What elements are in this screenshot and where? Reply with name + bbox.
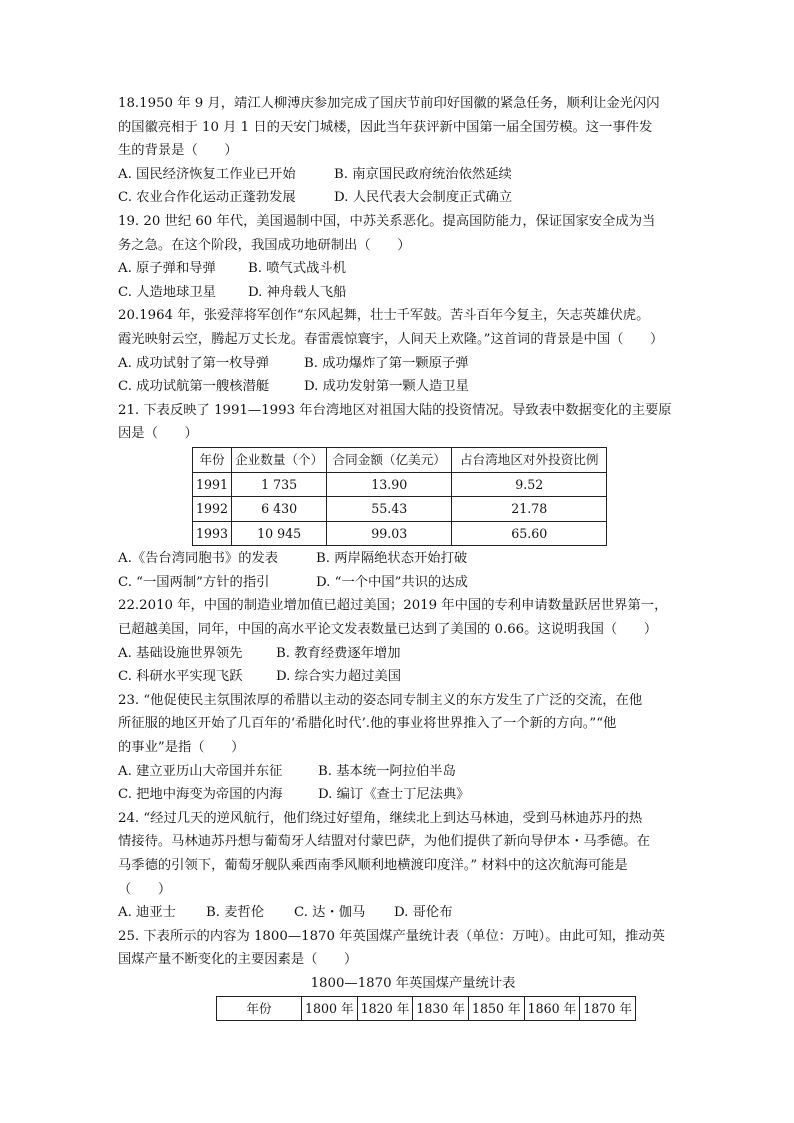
q24-options-row <box>118 901 678 925</box>
table-cell: 10 945 <box>232 521 327 546</box>
q22-options-row1 <box>118 642 678 666</box>
q19-option-c[interactable]: C. 人造地球卫星 <box>118 284 216 300</box>
table-header-row <box>193 447 607 472</box>
table-cell: 65.60 <box>452 521 607 546</box>
q20-option-a[interactable]: A. 成功试射了第一枚导弹 <box>118 355 270 371</box>
q18-stem-line1: 18.1950 年 9 月，靖江人柳溥庆参加完成了国庆节前印好国徽的紧急任务，顺利让金光闪闪 <box>118 96 660 111</box>
q18-option-c[interactable]: C. 农业合作化运动正蓬勃发展 <box>118 190 296 206</box>
q19-stem-line1: 19. 20 世纪 60 年代，美国遏制中国，中苏关系恶化。提高国防能力，保证国家安全成为当 <box>118 213 656 229</box>
q24-stem-line3: 马季德的引领下，葡萄牙舰队乘西南季风顺利地横渡印度洋。” 材料中的这次航海可能是 <box>118 858 628 873</box>
table-cell: 99.03 <box>327 521 452 546</box>
q23-stem-line1: 23. “他促使民主氛围浓厚的希腊以主动的姿态同专制主义的东方发生了广泛的交流，在他 <box>118 692 643 708</box>
q20-option-d[interactable]: D. 成功发射第一颗人造卫星 <box>304 379 469 395</box>
table-cell: 9.52 <box>452 472 607 497</box>
q20-option-b[interactable]: B. 成功爆炸了第一颗原子弹 <box>304 355 469 371</box>
table-row <box>193 472 607 497</box>
q23-option-d[interactable]: D. 编订《查士丁尼法典》 <box>318 787 470 803</box>
q24-option-d[interactable]: D. 哥伦布 <box>394 905 453 921</box>
q20-options-row2 <box>118 375 678 399</box>
coal-output-table <box>216 996 636 1022</box>
table-header-cell: 年份 <box>193 447 232 472</box>
coal-table-caption: 1800—1870 年英国煤产量统计表 <box>310 975 516 991</box>
q22-option-a[interactable]: A. 基础设施世界领先 <box>118 645 243 661</box>
exam-page <box>118 92 678 1021</box>
table-header-cell: 占台湾地区对外投资比例 <box>452 447 607 472</box>
q23-option-b[interactable]: B. 基本统一阿拉伯半岛 <box>318 763 456 779</box>
q23-options-row1 <box>118 760 678 784</box>
q20-stem-line1: 20.1964 年，张爱萍将军创作“东风起舞，壮士千军鼓。苦斗百年今复主，矢志英雄伏虎。 <box>118 308 650 324</box>
table-header-cell: 1860 年 <box>524 996 580 1021</box>
q25-stem-line2: 国煤产量不断变化的主要因素是（ ） <box>118 952 358 968</box>
table-header-cell: 1850 年 <box>468 996 524 1021</box>
q23-stem-line2: 所征服的地区开始了几百年的‘希腊化时代’.他的事业将世界推入了一个新的方向。”“他 <box>118 716 617 732</box>
q18-option-b[interactable]: B. 南京国民政府统治依然延续 <box>334 166 512 182</box>
q18-option-a[interactable]: A. 国民经济恢复工作业已开始 <box>118 166 296 182</box>
q23-option-c[interactable]: C. 把地中海变为帝国的内海 <box>118 787 283 803</box>
q22-stem-line2: 已超越美国，同年，中国的高水平论文发表数量已达到了美国的 0.66。这说明我国（ ） <box>118 622 658 638</box>
q18-stem-line3: 生的背景是（ ） <box>118 143 238 159</box>
q20-option-c[interactable]: C. 成功试航第一艘核潜艇 <box>118 379 270 395</box>
table-header-cell: 年份 <box>217 996 302 1021</box>
table-cell: 1992 <box>193 497 232 522</box>
table-cell: 1 735 <box>232 472 327 497</box>
q19-options-row1 <box>118 257 678 281</box>
q24-stem-line4: （ ） <box>118 881 172 897</box>
q21-stem-line1: 21. 下表反映了 1991—1993 年台湾地区对祖国大陆的投资情况。导致表中数据变化的主要原 <box>118 402 672 418</box>
table-cell: 6 430 <box>232 497 327 522</box>
q18-stem-line2: 的国徽亮相于 10 月 1 日的天安门城楼，因此当年获评新中国第一届全国劳模。这一事件发 <box>118 119 653 135</box>
table-row <box>193 497 607 522</box>
q19-option-b[interactable]: B. 喷气式战斗机 <box>248 261 347 277</box>
table-header-cell: 1820 年 <box>357 996 413 1021</box>
q23-options-row2 <box>118 783 678 807</box>
q24-option-a[interactable]: A. 迪亚士 <box>118 905 176 921</box>
q21-stem-line2: 因是（ ） <box>118 426 198 442</box>
q18-options-row1 <box>118 163 678 187</box>
q23-stem-line3: 的事业”是指（ ） <box>118 740 245 756</box>
q21-option-c[interactable]: C. “一国两制”方针的指引 <box>118 574 270 590</box>
table-header-cell: 1870 年 <box>580 996 636 1021</box>
q22-option-b[interactable]: B. 教育经费逐年增加 <box>276 645 401 661</box>
q24-option-c[interactable]: C. 达・伽马 <box>294 905 366 921</box>
q20-options-row1 <box>118 352 678 376</box>
q22-option-c[interactable]: C. 科研水平实现飞跃 <box>118 669 243 685</box>
q22-option-d[interactable]: D. 综合实力超过美国 <box>276 669 402 685</box>
q22-stem-line1: 22.2010 年，中国的制造业增加值已超过美国；2019 年中国的专利申请数量跃居世界第一， <box>118 598 668 614</box>
q19-option-a[interactable]: A. 原子弹和导弹 <box>118 261 216 277</box>
q24-option-b[interactable]: B. 麦哲伦 <box>206 905 265 921</box>
taiwan-investment-table <box>192 447 607 546</box>
q21-option-b[interactable]: B. 两岸隔绝状态开始打破 <box>316 551 468 567</box>
q19-stem-line2: 务之急。在这个阶段，我国成功地研制出（ ） <box>118 237 411 253</box>
table-cell: 13.90 <box>327 472 452 497</box>
q18-option-d[interactable]: D. 人民代表大会制度正式确立 <box>334 190 513 206</box>
q21-option-d[interactable]: D. “一个中国”共识的达成 <box>316 574 468 590</box>
q21-options-row1 <box>118 547 678 571</box>
table-cell: 21.78 <box>452 497 607 522</box>
q22-options-row2 <box>118 665 678 689</box>
table-header-cell: 1800 年 <box>302 996 358 1021</box>
table-row <box>193 521 607 546</box>
q21-options-row2 <box>118 571 678 595</box>
table-cell: 1993 <box>193 521 232 546</box>
q21-option-a[interactable]: A.《告台湾同胞书》的发表 <box>118 551 279 567</box>
q24-stem-line2: 情接待。马林迪苏丹想与葡萄牙人结盟对付蒙巴萨，为他们提供了新向导伊本・马季德。在 <box>118 834 650 850</box>
table-header-cell: 1830 年 <box>413 996 469 1021</box>
table-header-row <box>217 996 636 1021</box>
q25-stem-line1: 25. 下表所示的内容为 1800—1870 年英国煤产量统计表（单位：万吨）。由此可知，推动英 <box>118 928 665 944</box>
table-header-cell: 企业数量（个） <box>232 447 327 472</box>
table-cell: 55.43 <box>327 497 452 522</box>
q24-stem-line1: 24. “经过几天的逆风航行，他们绕过好望角，继续北上到达马林迪，受到马林迪苏丹的热 <box>118 810 643 826</box>
q18-options-row2 <box>118 186 678 210</box>
q19-option-d[interactable]: D. 神舟载人飞船 <box>248 284 347 300</box>
q23-option-a[interactable]: A. 建立亚历山大帝国并东征 <box>118 763 283 779</box>
table-cell: 1991 <box>193 472 232 497</box>
q20-stem-line2: 霞光映射云空，腾起万丈长龙。春雷震惊寰宇，人间天上欢隆。”这首词的背景是中国（ ） <box>118 331 664 347</box>
table-header-cell: 合同金额（亿美元） <box>327 447 452 472</box>
q19-options-row2 <box>118 281 678 305</box>
